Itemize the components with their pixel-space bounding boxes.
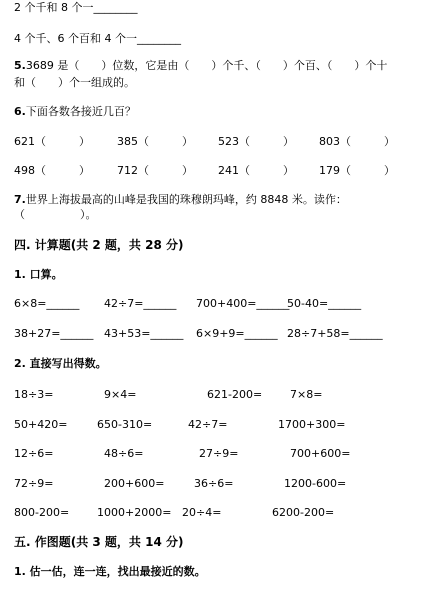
section-4-q2: 2. 直接写出得数。 bbox=[14, 357, 107, 370]
oral-item: 42÷7=______ bbox=[104, 297, 177, 310]
direct-item: 6200-200= bbox=[272, 506, 335, 519]
question-5 bbox=[14, 59, 387, 73]
estimate-item: 523（ ） bbox=[218, 135, 294, 148]
fill-line-1: 2 个千和 8 个一________ bbox=[14, 1, 138, 14]
oral-item: 6×8=______ bbox=[14, 297, 80, 310]
section-4-q1: 1. 口算。 bbox=[14, 268, 63, 281]
direct-item: 800-200= bbox=[14, 506, 70, 519]
section-4-title: 四. 计算题(共 2 题，共 28 分) bbox=[14, 238, 184, 252]
question-5-line1: 3689 是（ ）位数，它是由（ ）个千、（ ）个百、（ ）个十 bbox=[25, 59, 388, 72]
question-5-number: 5. bbox=[14, 59, 26, 72]
direct-item: 48÷6= bbox=[104, 447, 144, 460]
question-6-title: 6.下面各数各接近几百？ bbox=[14, 105, 136, 118]
estimate-item: 712（ ） bbox=[117, 164, 193, 177]
question-7-line2: （ ）。 bbox=[14, 208, 97, 221]
direct-item: 1700+300= bbox=[278, 418, 346, 431]
fill-line-2: 4 个千、6 个百和 4 个一________ bbox=[14, 32, 181, 45]
estimate-item: 241（ ） bbox=[218, 164, 294, 177]
direct-item: 12÷6= bbox=[14, 447, 54, 460]
direct-item: 700+600= bbox=[290, 447, 351, 460]
direct-item: 18÷3= bbox=[14, 388, 54, 401]
section-5-q1: 1. 估一估，连一连，找出最接近的数。 bbox=[14, 565, 206, 578]
direct-item: 1000+2000= bbox=[97, 506, 172, 519]
direct-item: 650-310= bbox=[97, 418, 153, 431]
direct-item: 7×8= bbox=[290, 388, 323, 401]
oral-item: 38+27=______ bbox=[14, 327, 94, 340]
oral-item: 43+53=______ bbox=[104, 327, 184, 340]
question-6-number: 6. bbox=[14, 105, 26, 118]
section-5-title: 五. 作图题(共 3 题，共 14 分) bbox=[14, 535, 184, 549]
oral-item: 50-40=______ bbox=[287, 297, 362, 310]
oral-item: 28÷7+58=______ bbox=[287, 327, 383, 340]
oral-item: 6×9+9=______ bbox=[196, 327, 278, 340]
direct-item: 27÷9= bbox=[199, 447, 239, 460]
estimate-item: 385（ ） bbox=[117, 135, 193, 148]
direct-item: 50+420= bbox=[14, 418, 68, 431]
question-7: 7.世界上海拔最高的山峰是我国的珠穆朗玛峰，约 8848 米。读作： bbox=[14, 193, 347, 206]
question-7-number: 7. bbox=[14, 193, 26, 206]
oral-item: 700+400=______ bbox=[196, 297, 290, 310]
direct-item: 200+600= bbox=[104, 477, 165, 490]
estimate-item: 803（ ） bbox=[319, 135, 395, 148]
direct-item: 72÷9= bbox=[14, 477, 54, 490]
estimate-item: 179（ ） bbox=[319, 164, 395, 177]
estimate-item: 498（ ） bbox=[14, 164, 90, 177]
direct-item: 20÷4= bbox=[182, 506, 222, 519]
direct-item: 36÷6= bbox=[194, 477, 234, 490]
direct-item: 9×4= bbox=[104, 388, 137, 401]
direct-item: 1200-600= bbox=[284, 477, 347, 490]
direct-item: 621-200= bbox=[207, 388, 263, 401]
question-5-line2: 和（ ）个一组成的。 bbox=[14, 76, 135, 89]
direct-item: 42÷7= bbox=[188, 418, 228, 431]
estimate-item: 621（ ） bbox=[14, 135, 90, 148]
